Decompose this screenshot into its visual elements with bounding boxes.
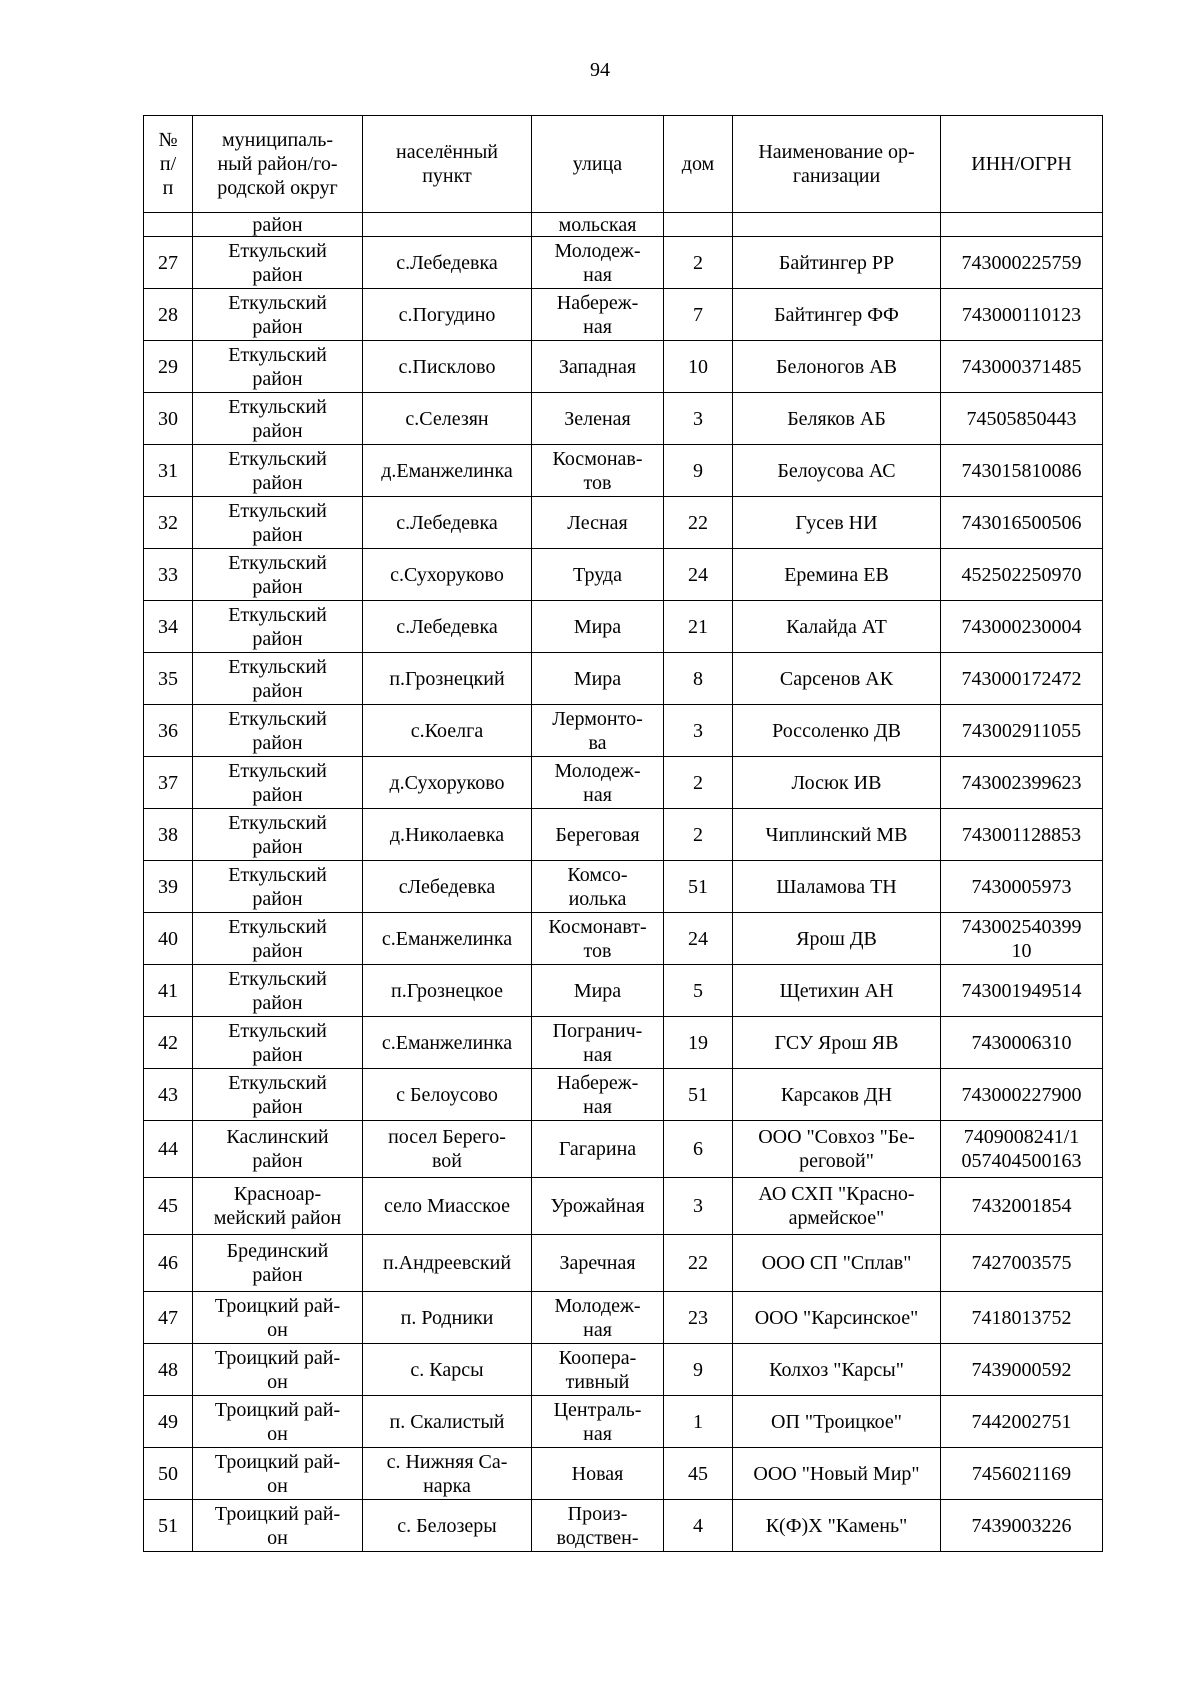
cell-district: Еткульский район xyxy=(193,1069,363,1121)
cell-district: Еткульский район xyxy=(193,653,363,705)
cell-house: 9 xyxy=(664,1344,733,1396)
table-row xyxy=(144,1500,1103,1552)
cell-organization: Лосюк ИВ xyxy=(733,757,941,809)
cell-inn: 743000172472 xyxy=(941,653,1103,705)
table-row xyxy=(144,1069,1103,1121)
table-row xyxy=(144,1292,1103,1344)
cell-district: Еткульский район xyxy=(193,341,363,393)
cell-number: 43 xyxy=(144,1069,193,1121)
table-row xyxy=(144,393,1103,445)
cell-settlement: с.Еманжелинка xyxy=(363,1017,532,1069)
cell-district: Еткульский район xyxy=(193,757,363,809)
cell-number: 50 xyxy=(144,1448,193,1500)
cell-house: 2 xyxy=(664,757,733,809)
cell-inn: 7442002751 xyxy=(941,1396,1103,1448)
cell-street: Мира xyxy=(532,601,664,653)
cell-organization: Беляков АБ xyxy=(733,393,941,445)
cell-inn: 743002540399 10 xyxy=(941,913,1103,965)
cell-organization: Ярош ДВ xyxy=(733,913,941,965)
cell-settlement: с.Еманжелинка xyxy=(363,913,532,965)
cell-street: Заречная xyxy=(532,1235,664,1292)
cell-house: 3 xyxy=(664,393,733,445)
cell-number: 40 xyxy=(144,913,193,965)
cell-settlement: с.Сухоруково xyxy=(363,549,532,601)
cell-house: 51 xyxy=(664,1069,733,1121)
cell-house: 24 xyxy=(664,549,733,601)
cell-organization: ООО "Совхоз "Бе- реговой" xyxy=(733,1121,941,1178)
cell-organization: Карсаков ДН xyxy=(733,1069,941,1121)
header-cell-house: дом xyxy=(664,116,733,213)
carry-cell xyxy=(733,213,941,237)
cell-organization: Байтингер РР xyxy=(733,237,941,289)
cell-district: Еткульский район xyxy=(193,809,363,861)
cell-inn: 452502250970 xyxy=(941,549,1103,601)
cell-street: Береговая xyxy=(532,809,664,861)
carry-over-row xyxy=(144,213,1103,237)
cell-number: 47 xyxy=(144,1292,193,1344)
cell-inn: 743001949514 xyxy=(941,965,1103,1017)
cell-street: Централь- ная xyxy=(532,1396,664,1448)
cell-district: Троицкий рай- он xyxy=(193,1344,363,1396)
cell-number: 38 xyxy=(144,809,193,861)
cell-settlement: с. Белозеры xyxy=(363,1500,532,1552)
cell-settlement: с.Лебедевка xyxy=(363,497,532,549)
cell-district: Троицкий рай- он xyxy=(193,1292,363,1344)
table-row xyxy=(144,341,1103,393)
cell-organization: Еремина ЕВ xyxy=(733,549,941,601)
cell-organization: Колхоз "Карсы" xyxy=(733,1344,941,1396)
cell-inn: 74505850443 xyxy=(941,393,1103,445)
cell-organization: ОП "Троицкое" xyxy=(733,1396,941,1448)
cell-number: 35 xyxy=(144,653,193,705)
cell-inn: 743000230004 xyxy=(941,601,1103,653)
cell-house: 2 xyxy=(664,237,733,289)
cell-district: Еткульский район xyxy=(193,1017,363,1069)
cell-organization: АО СХП "Красно- армейское" xyxy=(733,1178,941,1235)
cell-street: Труда xyxy=(532,549,664,601)
cell-number: 32 xyxy=(144,497,193,549)
cell-inn: 7409008241/1 057404500163 xyxy=(941,1121,1103,1178)
carry-cell: мольская xyxy=(532,213,664,237)
cell-inn: 743015810086 xyxy=(941,445,1103,497)
cell-house: 22 xyxy=(664,497,733,549)
cell-street: Лесная xyxy=(532,497,664,549)
table-row xyxy=(144,913,1103,965)
cell-street: Урожайная xyxy=(532,1178,664,1235)
cell-settlement: село Миасское xyxy=(363,1178,532,1235)
table-row xyxy=(144,1448,1103,1500)
cell-inn: 743000371485 xyxy=(941,341,1103,393)
cell-street: Произ- водствен- xyxy=(532,1500,664,1552)
table-row xyxy=(144,1344,1103,1396)
cell-district: Еткульский район xyxy=(193,601,363,653)
cell-settlement: п.Грознецкий xyxy=(363,653,532,705)
cell-district: Еткульский район xyxy=(193,445,363,497)
header-cell-organization: Наименование ор- ганизации xyxy=(733,116,941,213)
cell-street: Лермонто- ва xyxy=(532,705,664,757)
cell-inn: 743002399623 xyxy=(941,757,1103,809)
cell-settlement: с.Погудино xyxy=(363,289,532,341)
cell-inn: 7456021169 xyxy=(941,1448,1103,1500)
table-row xyxy=(144,757,1103,809)
cell-inn: 7439000592 xyxy=(941,1344,1103,1396)
header-cell-settlement: населённый пункт xyxy=(363,116,532,213)
carry-cell: район xyxy=(193,213,363,237)
cell-number: 36 xyxy=(144,705,193,757)
cell-organization: Щетихин АН xyxy=(733,965,941,1017)
cell-house: 5 xyxy=(664,965,733,1017)
cell-number: 28 xyxy=(144,289,193,341)
cell-street: Погранич- ная xyxy=(532,1017,664,1069)
table-row xyxy=(144,497,1103,549)
cell-number: 42 xyxy=(144,1017,193,1069)
cell-inn: 743000227900 xyxy=(941,1069,1103,1121)
cell-district: Еткульский район xyxy=(193,913,363,965)
cell-district: Каслинский район xyxy=(193,1121,363,1178)
cell-number: 49 xyxy=(144,1396,193,1448)
cell-inn: 7439003226 xyxy=(941,1500,1103,1552)
cell-inn: 743000110123 xyxy=(941,289,1103,341)
cell-inn: 7418013752 xyxy=(941,1292,1103,1344)
cell-street: Зеленая xyxy=(532,393,664,445)
cell-settlement: д.Николаевка xyxy=(363,809,532,861)
cell-settlement: с. Карсы xyxy=(363,1344,532,1396)
cell-number: 44 xyxy=(144,1121,193,1178)
cell-settlement: п.Грознецкое xyxy=(363,965,532,1017)
cell-house: 8 xyxy=(664,653,733,705)
cell-settlement: с.Коелга xyxy=(363,705,532,757)
table-row xyxy=(144,965,1103,1017)
cell-number: 37 xyxy=(144,757,193,809)
cell-district: Брединский район xyxy=(193,1235,363,1292)
cell-settlement: с.Писклово xyxy=(363,341,532,393)
cell-district: Еткульский район xyxy=(193,705,363,757)
cell-inn: 7430005973 xyxy=(941,861,1103,913)
carry-cell xyxy=(144,213,193,237)
cell-settlement: сЛебедевка xyxy=(363,861,532,913)
cell-number: 48 xyxy=(144,1344,193,1396)
cell-street: Набереж- ная xyxy=(532,289,664,341)
cell-organization: Россоленко ДВ xyxy=(733,705,941,757)
table-row xyxy=(144,1178,1103,1235)
cell-organization: Байтингер ФФ xyxy=(733,289,941,341)
cell-street: Космонавт- тов xyxy=(532,913,664,965)
cell-street: Гагарина xyxy=(532,1121,664,1178)
table-row xyxy=(144,705,1103,757)
cell-street: Молодеж- ная xyxy=(532,237,664,289)
table-row xyxy=(144,653,1103,705)
table-row xyxy=(144,861,1103,913)
cell-street: Космонав- тов xyxy=(532,445,664,497)
carry-cell xyxy=(941,213,1103,237)
cell-number: 33 xyxy=(144,549,193,601)
cell-house: 22 xyxy=(664,1235,733,1292)
cell-settlement: с Белоусово xyxy=(363,1069,532,1121)
cell-district: Еткульский район xyxy=(193,861,363,913)
cell-house: 19 xyxy=(664,1017,733,1069)
header-cell-inn: ИНН/ОГРН xyxy=(941,116,1103,213)
cell-number: 39 xyxy=(144,861,193,913)
cell-inn: 7427003575 xyxy=(941,1235,1103,1292)
cell-house: 21 xyxy=(664,601,733,653)
cell-district: Троицкий рай- он xyxy=(193,1500,363,1552)
cell-street: Коопера- тивный xyxy=(532,1344,664,1396)
cell-inn: 7432001854 xyxy=(941,1178,1103,1235)
cell-settlement: п. Родники xyxy=(363,1292,532,1344)
header-cell-district: муниципаль- ный район/го- родской округ xyxy=(193,116,363,213)
cell-district: Еткульский район xyxy=(193,497,363,549)
cell-district: Еткульский район xyxy=(193,393,363,445)
cell-house: 2 xyxy=(664,809,733,861)
cell-district: Еткульский район xyxy=(193,549,363,601)
cell-settlement: посел Берего- вой xyxy=(363,1121,532,1178)
cell-number: 41 xyxy=(144,965,193,1017)
cell-inn: 743016500506 xyxy=(941,497,1103,549)
cell-number: 27 xyxy=(144,237,193,289)
table-row xyxy=(144,237,1103,289)
cell-number: 34 xyxy=(144,601,193,653)
cell-inn: 7430006310 xyxy=(941,1017,1103,1069)
cell-street: Мира xyxy=(532,653,664,705)
cell-settlement: д.Сухоруково xyxy=(363,757,532,809)
carry-cell xyxy=(363,213,532,237)
cell-house: 24 xyxy=(664,913,733,965)
cell-settlement: д.Еманжелинка xyxy=(363,445,532,497)
cell-organization: Шаламова ТН xyxy=(733,861,941,913)
cell-house: 10 xyxy=(664,341,733,393)
cell-street: Молодеж- ная xyxy=(532,1292,664,1344)
cell-street: Молодеж- ная xyxy=(532,757,664,809)
cell-street: Новая xyxy=(532,1448,664,1500)
cell-house: 4 xyxy=(664,1500,733,1552)
table-row xyxy=(144,549,1103,601)
cell-organization: ООО СП "Сплав" xyxy=(733,1235,941,1292)
cell-settlement: с.Лебедевка xyxy=(363,601,532,653)
cell-organization: Чиплинский МВ xyxy=(733,809,941,861)
cell-number: 51 xyxy=(144,1500,193,1552)
cell-house: 51 xyxy=(664,861,733,913)
cell-organization: ООО "Новый Мир" xyxy=(733,1448,941,1500)
table-row xyxy=(144,1017,1103,1069)
table-row xyxy=(144,1396,1103,1448)
carry-cell xyxy=(664,213,733,237)
cell-settlement: с.Лебедевка xyxy=(363,237,532,289)
cell-organization: Калайда АТ xyxy=(733,601,941,653)
cell-settlement: п. Скалистый xyxy=(363,1396,532,1448)
cell-organization: ООО "Карсинское" xyxy=(733,1292,941,1344)
cell-number: 31 xyxy=(144,445,193,497)
cell-organization: К(Ф)Х "Камень" xyxy=(733,1500,941,1552)
cell-street: Комсо- иолька xyxy=(532,861,664,913)
cell-street: Набереж- ная xyxy=(532,1069,664,1121)
cell-settlement: п.Андреевский xyxy=(363,1235,532,1292)
cell-number: 29 xyxy=(144,341,193,393)
cell-settlement: с. Нижняя Са- нарка xyxy=(363,1448,532,1500)
cell-organization: Гусев НИ xyxy=(733,497,941,549)
cell-house: 7 xyxy=(664,289,733,341)
cell-house: 45 xyxy=(664,1448,733,1500)
cell-district: Красноар- мейский район xyxy=(193,1178,363,1235)
cell-organization: ГСУ Ярош ЯВ xyxy=(733,1017,941,1069)
cell-district: Еткульский район xyxy=(193,237,363,289)
cell-house: 6 xyxy=(664,1121,733,1178)
table-row xyxy=(144,809,1103,861)
cell-house: 3 xyxy=(664,1178,733,1235)
header-cell-number: № п/ п xyxy=(144,116,193,213)
cell-district: Еткульский район xyxy=(193,289,363,341)
cell-settlement: с.Селезян xyxy=(363,393,532,445)
cell-inn: 743000225759 xyxy=(941,237,1103,289)
table-row xyxy=(144,1121,1103,1178)
table-row xyxy=(144,1235,1103,1292)
cell-organization: Белоусова АС xyxy=(733,445,941,497)
cell-street: Западная xyxy=(532,341,664,393)
header-row xyxy=(144,116,1103,213)
cell-number: 46 xyxy=(144,1235,193,1292)
table-row xyxy=(144,445,1103,497)
cell-district: Еткульский район xyxy=(193,965,363,1017)
cell-number: 45 xyxy=(144,1178,193,1235)
cell-organization: Сарсенов АК xyxy=(733,653,941,705)
cell-district: Троицкий рай- он xyxy=(193,1396,363,1448)
cell-house: 23 xyxy=(664,1292,733,1344)
cell-organization: Белоногов АВ xyxy=(733,341,941,393)
cell-number: 30 xyxy=(144,393,193,445)
cell-street: Мира xyxy=(532,965,664,1017)
cell-house: 9 xyxy=(664,445,733,497)
header-cell-street: улица xyxy=(532,116,664,213)
table-row xyxy=(144,289,1103,341)
cell-district: Троицкий рай- он xyxy=(193,1448,363,1500)
table-row xyxy=(144,601,1103,653)
page-number: 94 xyxy=(590,59,610,81)
cell-inn: 743001128853 xyxy=(941,809,1103,861)
cell-house: 3 xyxy=(664,705,733,757)
cell-inn: 743002911055 xyxy=(941,705,1103,757)
registry-table xyxy=(143,115,1103,1552)
cell-house: 1 xyxy=(664,1396,733,1448)
